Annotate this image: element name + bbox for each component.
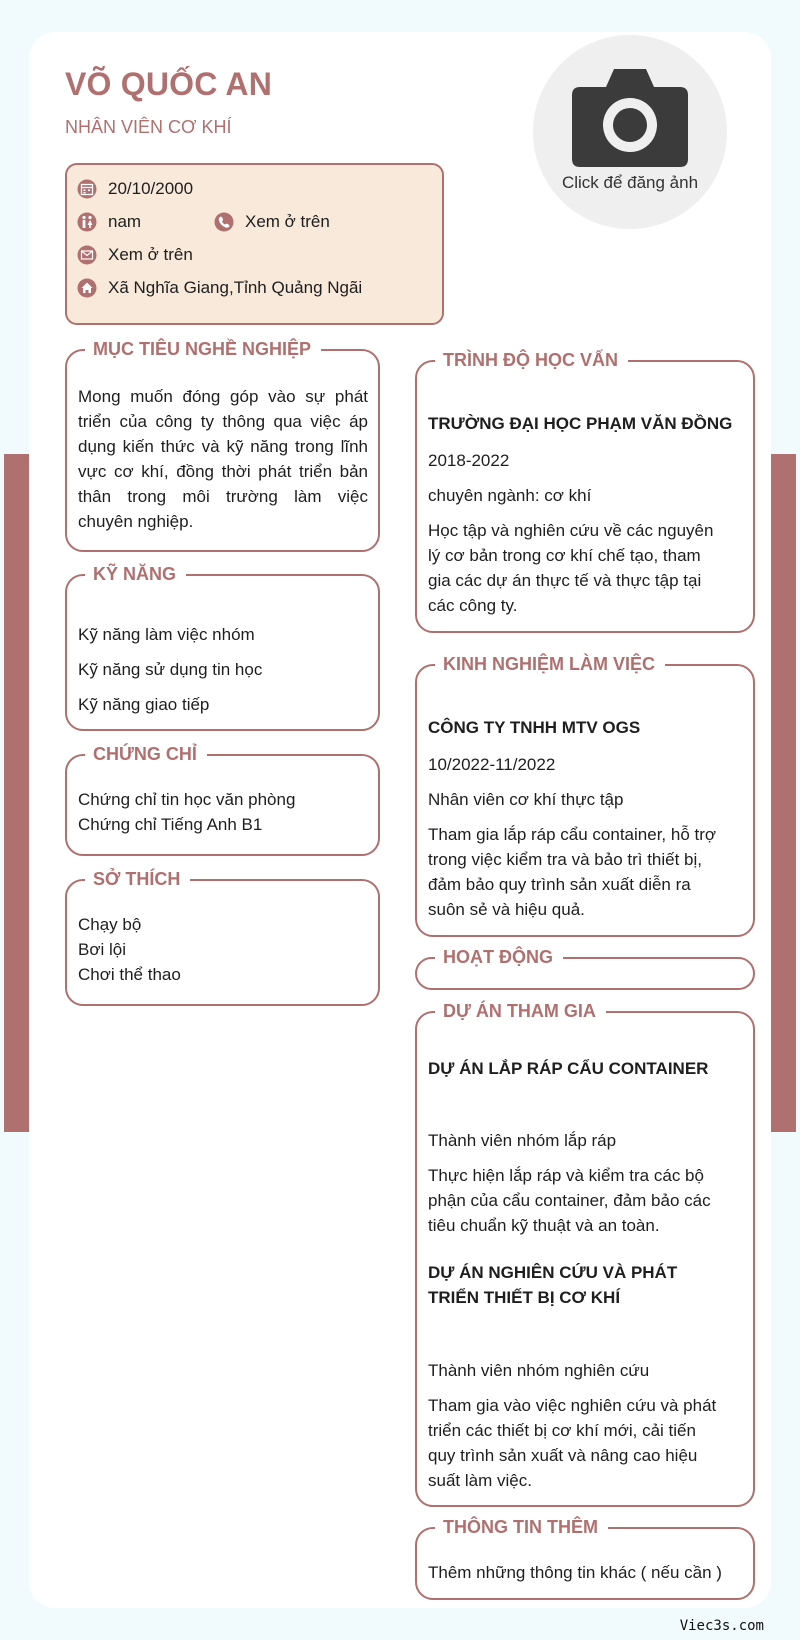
birthday-row	[77, 176, 193, 202]
education-description[interactable]: Học tập và nghiên cứu về các nguyên lý cơ bản trong cơ khí chế tạo, tham gia các dự án thực tế và thực tập tại các công ty.	[428, 521, 714, 615]
objective-text[interactable]: Mong muốn đóng góp vào sự phát triển của công ty thông qua việc áp dụng kiến thức và kỹ năng trong lĩnh vực cơ khí, đồng thời phát triển bản thân trong môi trường làm việc chuyên nghiệp.	[78, 387, 368, 531]
candidate-name[interactable]: VÕ QUỐC AN	[65, 66, 273, 102]
certificate-item[interactable]: Chứng chỉ tin học văn phòng	[78, 790, 296, 809]
activities-section	[415, 947, 755, 990]
left-decor-bar	[4, 454, 30, 1132]
right-decor-bar	[770, 454, 796, 1132]
experience-company[interactable]: CÔNG TY TNHH MTV OGS	[428, 718, 641, 737]
experience-section	[415, 654, 755, 937]
certificates-section	[65, 744, 380, 856]
phone-row	[214, 209, 330, 235]
email-icon	[77, 245, 97, 265]
photo-caption: Click để đăng ảnh	[561, 173, 699, 192]
hobbies-section	[65, 869, 380, 1006]
extra-info-text[interactable]: Thêm những thông tin khác ( nếu cần )	[428, 1563, 722, 1582]
projects-section	[415, 1001, 755, 1507]
objective-title: MỤC TIÊU NGHỀ NGHIỆP	[85, 337, 321, 361]
calendar-icon	[77, 179, 97, 199]
activities-title: HOẠT ĐỘNG	[435, 945, 563, 969]
experience-position[interactable]: Nhân viên cơ khí thực tập	[428, 790, 624, 809]
phone-value[interactable]: Xem ở trên	[245, 212, 330, 231]
skill-item[interactable]: Kỹ năng giao tiếp	[78, 695, 210, 714]
email-row	[77, 242, 193, 268]
hobby-item[interactable]: Bơi lội	[78, 940, 126, 959]
certificates-title: CHỨNG CHỈ	[85, 742, 207, 766]
project-name[interactable]: DỰ ÁN NGHIÊN CỨU VÀ PHÁT TRIỂN THIẾT BỊ CƠ KHÍ	[428, 1263, 678, 1307]
hobbies-title: SỞ THÍCH	[85, 867, 190, 891]
projects-title: DỰ ÁN THAM GIA	[435, 999, 606, 1023]
skill-item[interactable]: Kỹ năng sử dụng tin học	[78, 660, 263, 679]
home-icon	[77, 278, 97, 298]
objective-section	[65, 339, 380, 552]
hobby-item[interactable]: Chơi thể thao	[78, 965, 181, 984]
project-description[interactable]: Tham gia vào việc nghiên cứu và phát triển các thiết bị cơ khí mới, cải tiến quy trình sản xuất và nâng cao hiệu suất làm việc.	[428, 1396, 717, 1490]
watermark: Viec3s.com	[679, 1618, 764, 1634]
gender-value[interactable]: nam	[108, 212, 142, 231]
project-role[interactable]: Thành viên nhóm lắp ráp	[428, 1131, 617, 1150]
photo-upload[interactable]	[533, 35, 727, 229]
gender-row	[77, 209, 141, 235]
education-school[interactable]: TRƯỜNG ĐẠI HỌC PHẠM VĂN ĐỒNG	[428, 414, 733, 433]
email-value[interactable]: Xem ở trên	[108, 245, 193, 264]
education-section	[415, 350, 755, 633]
address-row	[77, 275, 362, 301]
project-role[interactable]: Thành viên nhóm nghiên cứu	[428, 1361, 650, 1380]
skills-section	[65, 564, 380, 731]
education-title: TRÌNH ĐỘ HỌC VẤN	[435, 348, 628, 372]
experience-title: KINH NGHIỆM LÀM VIỆC	[435, 652, 665, 676]
project-name[interactable]: DỰ ÁN LẮP RÁP CẨU CONTAINER	[428, 1059, 709, 1078]
education-major[interactable]: chuyên ngành: cơ khí	[428, 486, 592, 505]
address-value[interactable]: Xã Nghĩa Giang,Tỉnh Quảng Ngãi	[108, 278, 363, 297]
skills-title: KỸ NĂNG	[85, 562, 186, 586]
candidate-title[interactable]: NHÂN VIÊN CƠ KHÍ	[65, 117, 232, 137]
birthday-value[interactable]: 20/10/2000	[108, 179, 194, 198]
contact-info-box	[65, 163, 444, 325]
gender-icon	[77, 212, 97, 232]
project-description[interactable]: Thực hiện lắp ráp và kiểm tra các bộ phận của cẩu container, đảm bảo các tiêu chuẩn kỹ thuật và an toàn.	[428, 1166, 711, 1235]
camera-icon	[572, 65, 688, 169]
certificate-item[interactable]: Chứng chỉ Tiếng Anh B1	[78, 815, 263, 834]
extra-info-title: THÔNG TIN THÊM	[435, 1515, 608, 1539]
skill-item[interactable]: Kỹ năng làm việc nhóm	[78, 625, 255, 644]
experience-period[interactable]: 10/2022-11/2022	[428, 755, 556, 774]
phone-icon	[214, 212, 234, 232]
experience-description[interactable]: Tham gia lắp ráp cẩu container, hỗ trợ trong việc kiểm tra và bảo trì thiết bị, đảm bảo quy trình sản xuất diễn ra suôn sẻ và hiệu quả.	[428, 825, 717, 919]
education-period[interactable]: 2018-2022	[428, 451, 510, 470]
extra-info-section	[415, 1517, 755, 1600]
hobby-item[interactable]: Chạy bộ	[78, 915, 142, 934]
